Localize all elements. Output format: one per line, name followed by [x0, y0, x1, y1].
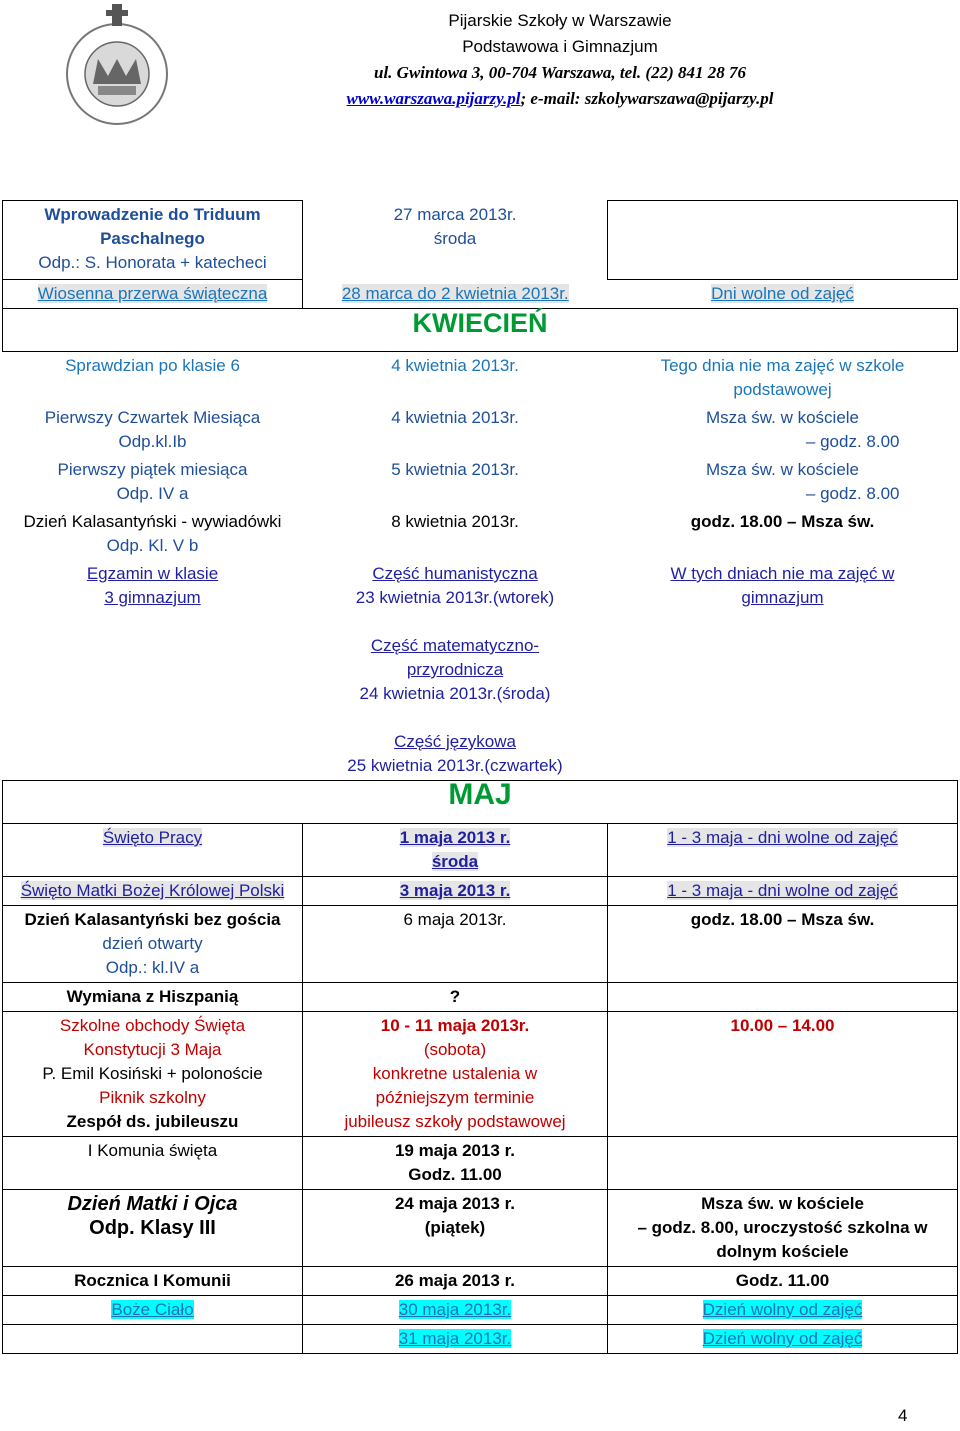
month-heading: KWIECIEŃ	[412, 308, 548, 338]
event-date: 1 maja 2013 r.	[399, 828, 511, 847]
exam-part: Część humanistyczna	[372, 564, 538, 583]
event-date: 4 kwietnia 2013r.	[391, 408, 519, 427]
event-name: Święto Matki Bożej Królowej Polski	[20, 881, 285, 900]
table-row	[3, 1296, 958, 1325]
event-responsible: Odp.kl.Ib	[118, 432, 187, 451]
event-date: 30 maja 2013r.	[398, 1300, 512, 1319]
event-note: podstawowej	[733, 380, 832, 399]
letterhead	[0, 0, 960, 130]
event-responsible: Odp. Kl. V b	[106, 536, 199, 555]
table-row	[3, 983, 958, 1012]
school-website-link[interactable]: www.warszawa.pijarzy.pl	[346, 89, 521, 108]
event-date: 28 marca do 2 kwietnia 2013r.	[341, 283, 569, 303]
event-name: Wprowadzenie do Triduum	[44, 205, 261, 224]
event-date: ?	[449, 987, 461, 1006]
event-note: godz. 18.00 – Msza św.	[690, 910, 875, 929]
event-date: 5 kwietnia 2013r.	[391, 460, 519, 479]
exam-part: Część językowa	[394, 732, 516, 751]
event-name: 3 gimnazjum	[104, 588, 201, 607]
event-weekday: (sobota)	[423, 1040, 487, 1059]
event-date: 27 marca 2013r.	[393, 204, 517, 224]
table-row	[3, 560, 958, 781]
event-date: 3 maja 2013 r.	[399, 881, 511, 900]
event-name: Pierwszy Czwartek Miesiąca	[44, 408, 261, 427]
event-date: 26 maja 2013 r.	[394, 1271, 516, 1290]
event-note: 1 - 3 maja - dni wolne od zajęć	[667, 881, 898, 900]
event-name: Wymiana z Hiszpanią	[66, 987, 239, 1006]
event-name: I Komunia święta	[87, 1141, 218, 1160]
exam-part: Część matematyczno-	[370, 636, 540, 655]
exam-part: przyrodnicza	[406, 660, 504, 679]
event-time: Godz. 11.00	[408, 1165, 502, 1184]
event-note: Dzień wolny od zajęć	[702, 1300, 863, 1319]
event-responsible: P. Emil Kosiński + polonoście	[42, 1064, 263, 1083]
table-row	[3, 1012, 958, 1137]
header-school-type: Podstawowa i Gimnazjum	[462, 37, 658, 56]
event-name: Dzień Kalasantyński - wywiadówki	[23, 512, 282, 531]
event-responsible: Odp.: S. Honorata + katecheci	[38, 253, 267, 272]
event-note: W tych dniach nie ma zajęć w	[670, 564, 895, 583]
event-note: Tego dnia nie ma zajęć w szkole	[660, 356, 905, 375]
event-weekday: środa	[431, 852, 479, 871]
table-row	[3, 1137, 958, 1190]
header-email: ; e-mail: szkolywarszawa@pijarzy.pl	[520, 89, 774, 108]
table-row	[3, 1267, 958, 1296]
event-note: gimnazjum	[741, 588, 824, 607]
event-time: Godz. 11.00	[735, 1271, 830, 1290]
event-name: Dzień Kalasantyński bez gościa	[24, 910, 281, 929]
event-name: Paschalnego	[100, 229, 205, 248]
school-crest-logo	[60, 4, 175, 129]
table-row	[3, 824, 958, 877]
event-responsible: Odp.: kl.IV a	[105, 958, 200, 977]
event-note: 1 - 3 maja - dni wolne od zajęć	[667, 828, 898, 847]
event-note: Dni wolne od zajęć	[711, 284, 854, 303]
month-heading: MAJ	[448, 778, 512, 811]
event-name: Egzamin w klasie	[86, 564, 219, 583]
event-weekday: środa	[433, 228, 477, 248]
table-row	[3, 1190, 958, 1267]
exam-date: 23 kwietnia 2013r.(wtorek)	[355, 588, 555, 607]
event-weekday: (piątek)	[424, 1218, 486, 1237]
table-row	[3, 404, 958, 456]
exam-date: 25 kwietnia 2013r.(czwartek)	[347, 756, 563, 775]
event-date: 31 maja 2013r.	[398, 1329, 512, 1348]
event-name: Wiosenna przerwa świąteczna	[37, 284, 268, 303]
table-row	[3, 877, 958, 906]
event-date: 24 maja 2013 r.	[394, 1194, 516, 1213]
table-row	[3, 906, 958, 983]
event-note: jubileusz szkoły podstawowej	[344, 1112, 566, 1131]
event-date: 8 kwietnia 2013r.	[391, 512, 519, 531]
event-responsible: Odp. Klasy III	[89, 1217, 216, 1239]
event-date: 6 maja 2013r.	[403, 910, 507, 929]
event-note: Msza św. w kościele	[705, 408, 860, 427]
events-calendar-table	[2, 200, 958, 1354]
table-row	[3, 1325, 958, 1354]
event-responsible: Odp. IV a	[116, 484, 189, 503]
event-note: Msza św. w kościele	[701, 1194, 864, 1213]
event-date: 19 maja 2013 r.	[394, 1141, 516, 1160]
table-row	[3, 456, 958, 508]
event-date: 4 kwietnia 2013r.	[391, 356, 519, 375]
table-row	[3, 201, 958, 280]
event-note: dolnym kościele	[716, 1242, 849, 1261]
month-heading-row	[3, 309, 958, 352]
event-note: Msza św. w kościele	[705, 460, 860, 479]
event-note: późniejszym terminie	[375, 1088, 535, 1107]
event-responsible: Zespół ds. jubileuszu	[66, 1112, 239, 1131]
event-note: – godz. 8.00	[805, 432, 900, 451]
table-row	[3, 352, 958, 405]
exam-date: 24 kwietnia 2013r.(środa)	[359, 684, 551, 703]
event-name: Konstytucji 3 Maja	[83, 1040, 222, 1059]
event-note: godz. 18.00 – Msza św.	[690, 512, 875, 531]
event-note: – godz. 8.00, uroczystość szkolna w	[637, 1218, 928, 1237]
event-name: Rocznica I Komunii	[74, 1271, 231, 1290]
event-time: 10.00 – 14.00	[730, 1016, 835, 1035]
event-date: 10 - 11 maja 2013r.	[380, 1016, 530, 1035]
event-name: Piknik szkolny	[99, 1088, 206, 1107]
month-heading-row	[3, 781, 958, 824]
header-school-name: Pijarskie Szkoły w Warszawie	[448, 11, 672, 30]
table-row	[3, 280, 958, 309]
event-name: Pierwszy piątek miesiąca	[57, 460, 248, 479]
event-name: Święto Pracy	[102, 828, 203, 847]
table-row	[3, 508, 958, 560]
page-number: 4	[898, 1406, 908, 1425]
event-name: Boże Ciało	[111, 1300, 194, 1319]
event-note: konkretne ustalenia w	[372, 1064, 538, 1083]
event-name: Sprawdzian po klasie 6	[65, 356, 240, 375]
header-address: ul. Gwintowa 3, 00-704 Warszawa, tel. (22) 841 28 76	[374, 63, 746, 82]
event-note: Dzień wolny od zajęć	[702, 1329, 863, 1348]
event-name: Dzień Matki i Ojca	[67, 1193, 238, 1215]
event-note: dzień otwarty	[102, 934, 203, 953]
event-note: – godz. 8.00	[805, 484, 900, 503]
event-name: Szkolne obchody Święta	[59, 1016, 246, 1035]
